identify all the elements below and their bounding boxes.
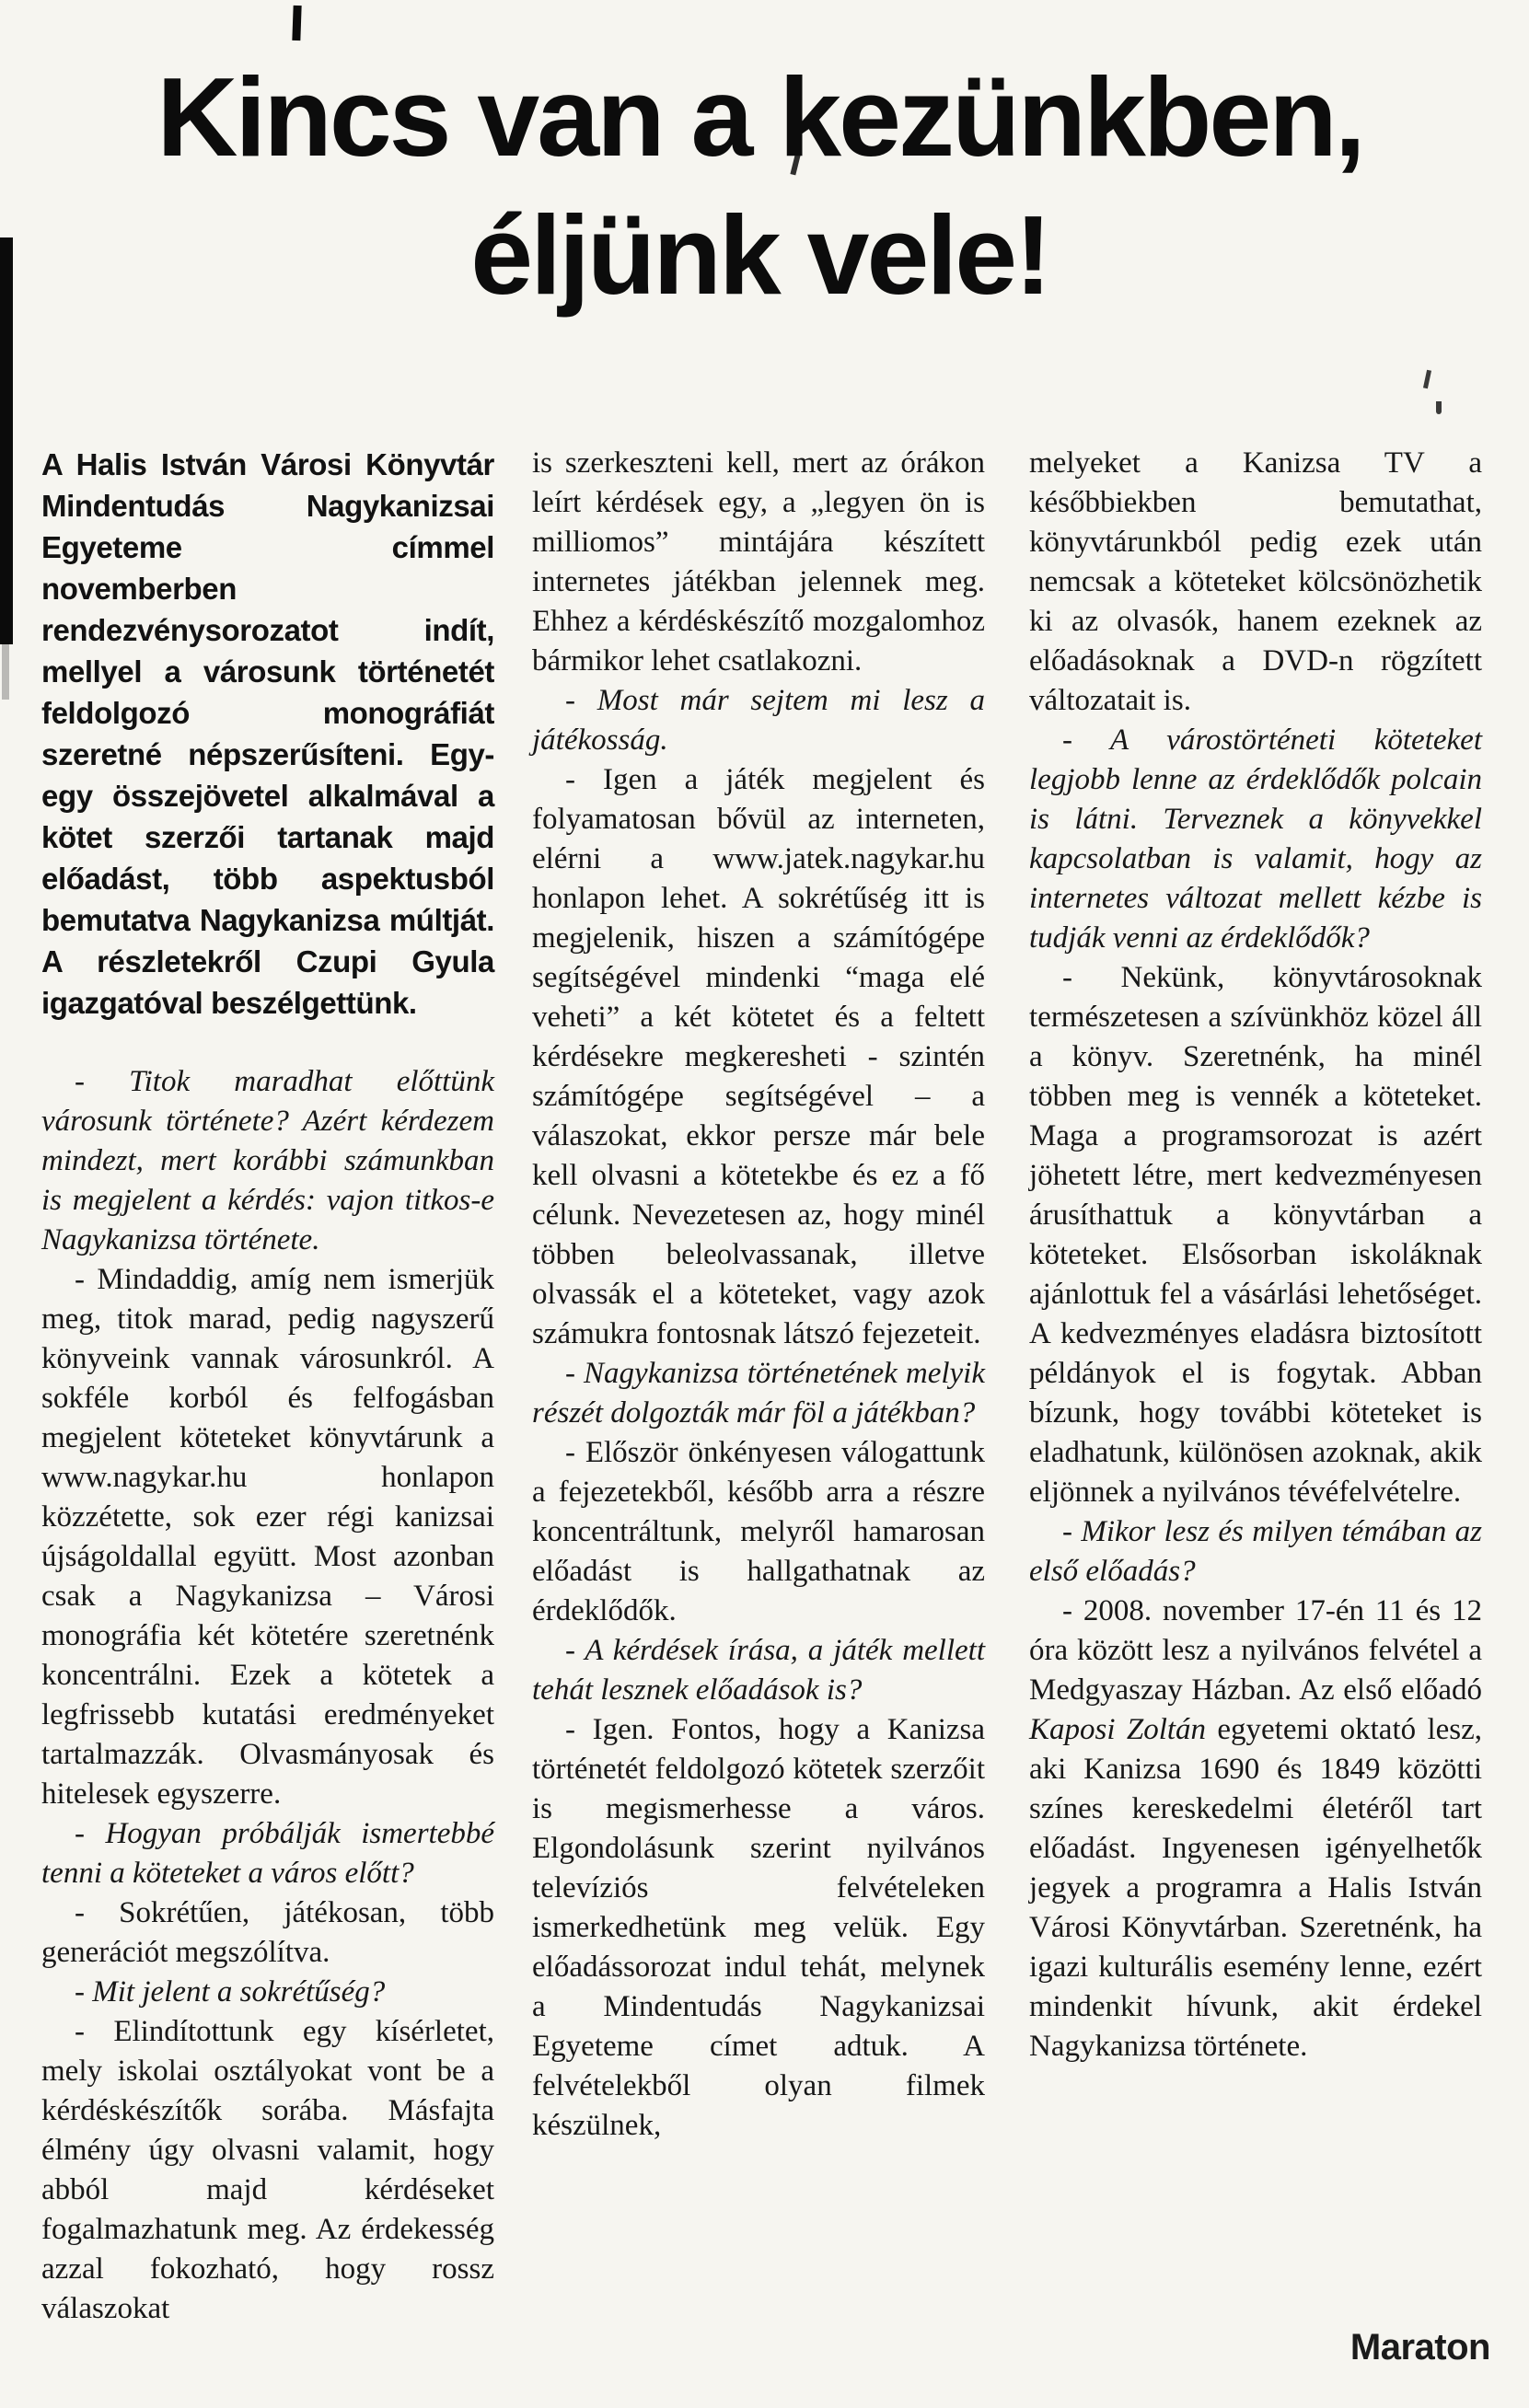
text-run: - Mit jelent a sokrétűség? — [75, 1975, 386, 2009]
paragraph-answer — [532, 760, 985, 1354]
text-run: - Igen. Fontos, hogy a Kanizsa történetét feldolgozó kötetek szerzőit is megismerhesse a város. Elgondolásunk szerint nyilvános televíziós felvételeken ismerkedhetünk meg velük. Egy előadássorozat indul tehát, melynek a Mindentudás Nagykanizsai Egyeteme címet adtuk. A felvételekből olyan filmek készülnek, — [532, 1713, 985, 2142]
text-run: egyetemi oktató lesz, aki Kanizsa 1690 és 1849 közötti színes kereskedelmi életéről tart előadást. Ingyenesen igényelhetők jegyek a programra a Halis István Városi Könyvtárban. Szeretnénk, ha igazi kulturális esemény lenne, ezért mindenkit hívunk, akit érdekel Nagykanizsa története. — [1029, 1713, 1482, 2063]
paragraph-answer — [41, 2012, 494, 2329]
headline-line-2: éljünk vele! — [470, 192, 1049, 318]
text-run: - Igen a játék megjelent és folyamatosan bővül az interneten, elérni a www.jatek.nagykar.hu honlapon lehet. A sokrétűség itt is megjelenik, hiszen a számítógépe segítségével mindenki “maga elé veheti” a két kötetet és a feltett kérdésekre megkeresheti - szintén számítógépe segítségével – a válaszokat, ekkor persze már bele kell olvasni a kötetekbe és ez a fő célunk. Nevezetesen az, hogy minél többen beleolvassanak, illetve olvassák el a köteteket, vagy azok számukra fontosnak látszó fejezeteit. — [532, 763, 985, 1350]
paragraph-answer — [532, 1710, 985, 2146]
text-run: - Először önkényesen válogattunk a fejezetekből, később arra a részre koncentráltunk, melyről hamarosan előadást is hallgathatnak az érdeklődők. — [532, 1436, 985, 1627]
text-run: - Titok maradhat előttünk városunk története? Azért kérdezem mindezt, mert korábbi számunkban is megjelent a kérdés: vajon titkos-e Nagykanizsa története. — [41, 1065, 494, 1256]
paragraph-answer — [41, 1893, 494, 1973]
text-run: is szerkeszteni kell, mert az órákon leírt kérdések egy, a „legyen ön is milliomos” mintájára készített internetes játékban jelennek meg. Ehhez a kérdéskészítő mozgalomhoz bármikor lehet csatlakozni. — [532, 446, 985, 677]
text-run: - 2008. november 17-én 11 és 12 óra között lesz a nyilvános felvétel a Medgyaszay Házban. Az első előadó — [1029, 1594, 1482, 1707]
text-run: - Nagykanizsa történetének melyik részét dolgozták már föl a játékban? — [532, 1357, 985, 1430]
paragraph-answer — [1029, 958, 1482, 1512]
text-run: Kaposi Zoltán — [1029, 1713, 1207, 1746]
article-column-1 — [41, 444, 494, 2329]
scan-artifact-quote-mark — [1423, 370, 1431, 389]
text-run: - Mindaddig, amíg nem ismerjük meg, titok marad, pedig nagyszerű könyveink vannak városunkról. A sokféle korból és felfogásban megjelent köteteket könyvtárunk a www.nagykar.hu honlapon közzétette, sok ezer régi kanizsai újságoldallal együtt. Most azonban csak a Nagykanizsa – Városi monográfia két kötetére szeretnénk koncentrálni. Ezek a kötetek a legfrissebb kutatási eredményeket tartalmazzák. Olvasmányosak és hitelesek egyszerre. — [41, 1263, 494, 1811]
text-run: melyeket a Kanizsa TV a későbbiekben bemutathat, könyvtárunkból pedig ezek után nemcsak a köteteket kölcsönözhetik ki az olvasók, hanem ezeknek az előadásoknak a DVD-n rögzített változatait is. — [1029, 446, 1482, 717]
article-column-2 — [532, 444, 985, 2146]
text-run: - A kérdések írása, a játék mellett tehát lesznek előadások is? — [532, 1634, 985, 1707]
paragraph-answer — [41, 1260, 494, 1814]
paragraph-question — [532, 1354, 985, 1433]
paragraph-answer — [1029, 1592, 1482, 2066]
text-run: - Mikor lesz és milyen témában az első előadás? — [1029, 1515, 1482, 1588]
article-headline — [0, 48, 1520, 324]
paragraph-question — [532, 681, 985, 760]
text-run: - Hogyan próbálják ismertebbé tenni a köteteket a város előtt? — [41, 1817, 494, 1890]
paragraph-question — [532, 1631, 985, 1710]
paragraph-question — [41, 1814, 494, 1893]
paragraph-question — [1029, 721, 1482, 958]
text-run: - Sokrétűen, játékosan, több generációt megszólítva. — [41, 1896, 494, 1969]
paragraph-lead — [41, 444, 494, 1024]
scan-artifact-comma-mark — [1436, 401, 1442, 414]
paragraph-continuation — [532, 444, 985, 681]
text-run: - A várostörténeti köteteket legjobb lenne az érdeklődők polcain is látni. Terveznek a könyvekkel kapcsolatban is valamit, hogy az internetes változat mellett kézbe is tudják venni az érdeklődők? — [1029, 724, 1482, 955]
paragraph-continuation — [1029, 444, 1482, 721]
text-run: - Elindítottunk egy kísérletet, mely iskolai osztályokat vont be a kérdéskészítők sorába. Másfajta élmény úgy olvasni valamit, hogy abból majd kérdéseket fogalmazhatunk meg. Az érdekesség azzal fokozható, hogy rossz válaszokat — [41, 2015, 494, 2325]
headline-line-1: Kincs van a kezünkben, — [156, 54, 1363, 179]
paragraph-question — [41, 1062, 494, 1260]
scan-artifact-left-bar-fade — [2, 644, 9, 700]
paragraph-answer — [532, 1433, 985, 1631]
author-signature: Maraton — [1349, 2327, 1490, 2367]
scan-artifact-top-tick — [292, 6, 301, 41]
text-run: - Most már sejtem mi lesz a játékosság. — [532, 684, 985, 757]
text-run: A Halis István Városi Könyvtár Mindentudás Nagykanizsai Egyeteme címmel novemberben rendezvénysorozatot indít, mellyel a városunk történetét feldolgozó monográfiát szeretné népszerűsíteni. Egy-egy összejövetel alkalmával a kötet szerzői tartanak majd előadást, több aspektusból bemutatva Nagykanizsa múltját. A részletekről Czupi Gyula igazgatóval beszélgettünk. — [41, 447, 494, 1020]
paragraph-question — [41, 1973, 494, 2012]
paragraph-question — [1029, 1512, 1482, 1592]
article-column-3 — [1029, 444, 1482, 2066]
text-run: - Nekünk, könyvtárosoknak természetesen a szívünkhöz közel áll a könyv. Szeretnénk, ha minél többen meg is vennék a köteteket. Maga a programsorozat is azért jöhetett létre, mert kedvezményesen árusíthattuk a könyvtárban a köteteket. Elsősorban iskoláknak ajánlottuk fel a vásárlási lehetőséget. A kedvezményes eladásra biztosított példányok el is fogytak. Abban bízunk, hogy további köteteket is eladhatunk, különösen azoknak, akik eljönnek a nyilvános tévéfelvételre. — [1029, 961, 1482, 1509]
